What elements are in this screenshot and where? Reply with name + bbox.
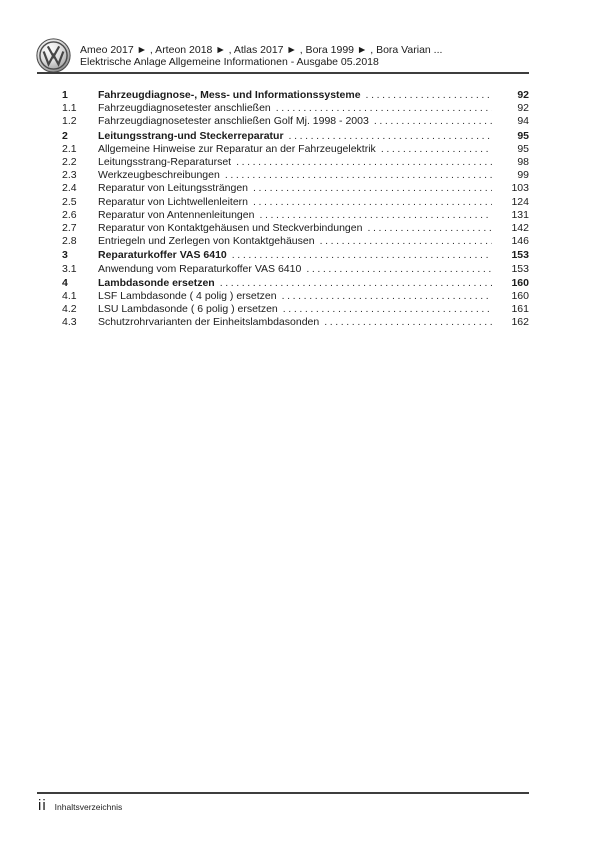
toc-dot-leader — [253, 182, 492, 195]
toc-entry-number: 2 — [62, 129, 68, 142]
toc-entry-number: 2.3 — [62, 169, 77, 182]
toc-dot-leader — [276, 102, 492, 115]
toc-entry-number: 2.6 — [62, 208, 77, 221]
toc-entry-page: 142 — [511, 222, 529, 235]
toc-dot-leader — [289, 130, 492, 143]
toc-entry — [37, 143, 529, 156]
toc-dot-leader — [367, 222, 492, 235]
toc-entry-number: 1.1 — [62, 102, 77, 115]
toc-entry-title: Schutzrohrvarianten der Einheitslambdasonden — [98, 316, 320, 329]
vw-logo-icon — [36, 38, 71, 73]
toc-entry-page: 99 — [517, 169, 529, 182]
header-text-block — [80, 38, 442, 68]
toc-dot-leader — [366, 89, 492, 102]
toc-entry — [37, 277, 529, 290]
toc-entry-number: 4.1 — [62, 290, 77, 303]
toc-entry — [37, 89, 529, 102]
toc-entry-number: 4 — [62, 276, 68, 289]
toc-entry-title: Reparatur von Kontaktgehäusen und Steckverbindungen — [98, 222, 363, 235]
toc-entry-number: 2.1 — [62, 142, 77, 155]
toc-entry-page: 160 — [511, 290, 529, 303]
toc-dot-leader — [282, 290, 492, 303]
header-divider — [37, 72, 529, 74]
toc-entry-page: 92 — [517, 89, 529, 101]
toc-dot-leader — [324, 316, 492, 329]
toc-entry — [37, 169, 529, 182]
toc-dot-leader — [236, 156, 492, 169]
toc-entry — [37, 222, 529, 235]
toc-entry-page: 153 — [511, 249, 529, 262]
toc-entry-title: Werkzeugbeschreibungen — [98, 169, 220, 182]
toc-entry-number: 3.1 — [62, 262, 77, 275]
toc-entry — [37, 196, 529, 209]
header-models-line: Ameo 2017 ► , Arteon 2018 ► , Atlas 2017 ► , Bora 1999 ► , Bora Varian ... — [80, 44, 443, 56]
toc-entry-title: Entriegeln und Zerlegen von Kontaktgehäusen — [98, 235, 315, 248]
toc-entry — [37, 130, 529, 143]
table-of-contents — [37, 88, 529, 330]
toc-entry-number: 2.8 — [62, 235, 77, 248]
toc-entry-number: 2.7 — [62, 222, 77, 235]
toc-entry-page: 162 — [511, 316, 529, 329]
toc-entry-title: LSF Lambdasonde ( 4 polig ) ersetzen — [98, 290, 277, 303]
toc-entry-number: 4.3 — [62, 316, 77, 329]
page-footer — [38, 797, 122, 814]
toc-entry-title: Reparatur von Antennenleitungen — [98, 208, 255, 221]
toc-entry — [37, 235, 529, 248]
toc-entry-number: 4.2 — [62, 303, 77, 316]
toc-entry — [37, 115, 529, 128]
toc-entry-page: 95 — [517, 129, 529, 142]
toc-entry-title: Reparaturkoffer VAS 6410 — [98, 249, 227, 262]
toc-dot-leader — [374, 115, 492, 128]
toc-entry — [37, 303, 529, 316]
toc-dot-leader — [253, 196, 492, 209]
toc-entry-number: 2.5 — [62, 195, 77, 208]
footer-section-label: Inhaltsverzeichnis — [54, 802, 123, 812]
toc-dot-leader — [283, 303, 492, 316]
toc-entry-page: 94 — [517, 115, 529, 128]
toc-dot-leader — [225, 169, 492, 182]
toc-entry-title: Anwendung vom Reparaturkoffer VAS 6410 — [98, 262, 302, 275]
toc-entry — [37, 290, 529, 303]
toc-entry-title: Leitungsstrang-und Steckerreparatur — [98, 129, 284, 142]
toc-entry-page: 153 — [511, 262, 529, 275]
toc-entry — [37, 316, 529, 329]
toc-entry — [37, 249, 529, 262]
toc-entry-title: Allgemeine Hinweise zur Reparatur an der Fahrzeugelektrik — [98, 142, 376, 155]
toc-dot-leader — [320, 235, 492, 248]
header-subtitle: Elektrische Anlage Allgemeine Informationen - Ausgabe 05.2018 — [80, 55, 379, 68]
toc-entry-page: 92 — [517, 102, 529, 115]
toc-entry-title: LSU Lambdasonde ( 6 polig ) ersetzen — [98, 303, 278, 316]
toc-entry-title: Leitungsstrang-Reparaturset — [98, 156, 232, 169]
toc-entry — [37, 209, 529, 222]
toc-entry — [37, 156, 529, 169]
toc-dot-leader — [306, 263, 492, 276]
toc-entry-title: Fahrzeugdiagnose-, Mess- und Informationssysteme — [98, 89, 361, 101]
footer-divider — [37, 792, 529, 794]
toc-dot-leader — [259, 209, 492, 222]
toc-entry — [37, 182, 529, 195]
toc-entry-title: Lambdasonde ersetzen — [98, 276, 215, 289]
toc-entry-page: 131 — [511, 208, 529, 221]
toc-entry-page: 160 — [511, 276, 529, 289]
toc-entry-title: Fahrzeugdiagnosetester anschließen Golf Mj. 1998 - 2003 — [98, 115, 369, 128]
toc-entry-title: Reparatur von Leitungssträngen — [98, 182, 249, 195]
toc-entry-title: Fahrzeugdiagnosetester anschließen — [98, 102, 271, 115]
toc-entry-page: 161 — [511, 303, 529, 316]
toc-entry-number: 1 — [62, 89, 68, 101]
toc-entry-title: Reparatur von Lichtwellenleitern — [98, 195, 248, 208]
toc-dot-leader — [232, 249, 492, 262]
toc-entry-number: 1.2 — [62, 115, 77, 128]
toc-entry-number: 2.2 — [62, 156, 77, 169]
footer-page-number: ii — [38, 797, 47, 814]
toc-entry — [37, 102, 529, 115]
toc-dot-leader — [381, 143, 492, 156]
toc-entry-number: 2.4 — [62, 182, 77, 195]
toc-entry-page: 103 — [511, 182, 529, 195]
toc-entry-page: 124 — [511, 195, 529, 208]
toc-entry — [37, 263, 529, 276]
toc-entry-page: 98 — [517, 156, 529, 169]
toc-entry-number: 3 — [62, 249, 68, 262]
toc-dot-leader — [220, 277, 492, 290]
document-header — [36, 38, 442, 73]
toc-entry-page: 95 — [517, 142, 529, 155]
toc-entry-page: 146 — [511, 235, 529, 248]
